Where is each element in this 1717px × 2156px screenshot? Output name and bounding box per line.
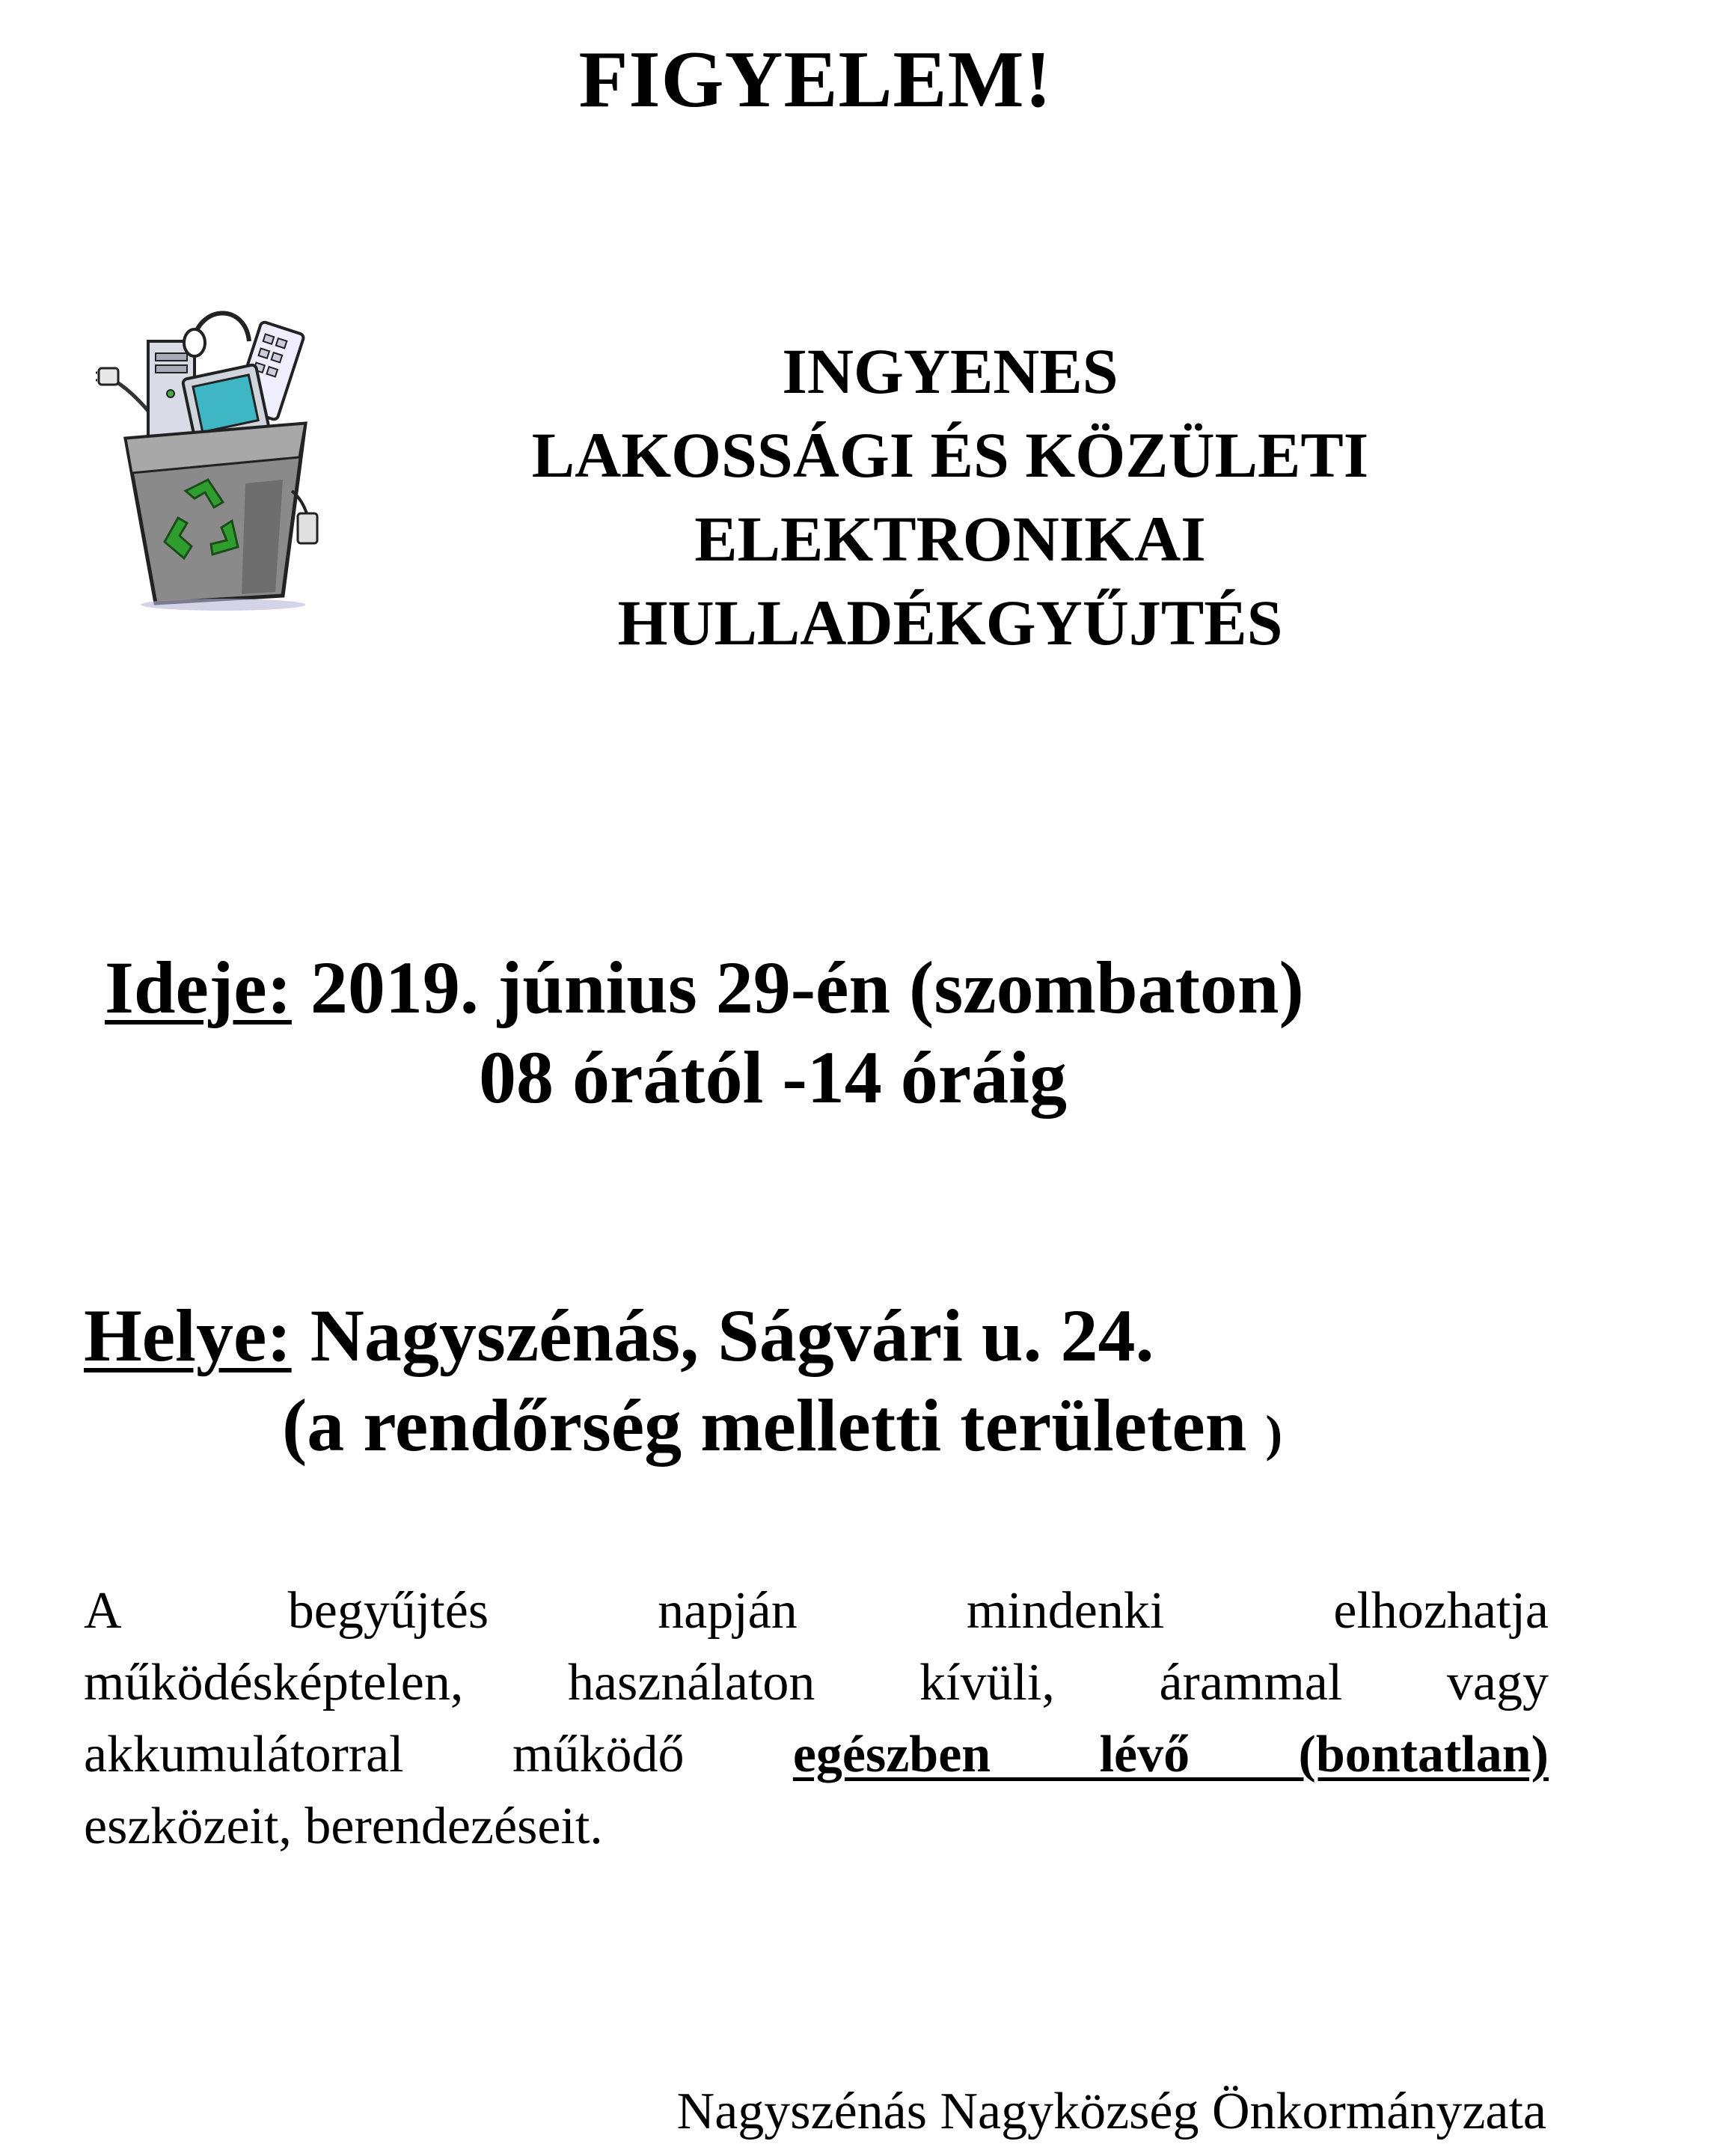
headline-line: ELEKTRONIKAI xyxy=(694,503,1206,575)
body-line xyxy=(84,1719,1549,1791)
headline xyxy=(419,329,1481,665)
place-label: Helye: xyxy=(84,1294,292,1377)
place-section xyxy=(84,1291,1580,1478)
headline-line: INGYENES xyxy=(782,335,1118,407)
signature: Nagyszénás Nagyközség Önkormányzata xyxy=(676,2083,1546,2140)
place-address: Nagyszénás, Ságvári u. 24. xyxy=(291,1294,1154,1377)
emphasis-intact: egészben lévő (bontatlan) xyxy=(792,1726,1549,1783)
time-label: Ideje: xyxy=(105,946,292,1029)
page-title: FIGYELEM! xyxy=(578,35,1053,124)
body-line: eszközeit, berendezéseit. xyxy=(84,1798,603,1855)
headline-line: HULLADÉKGYŰJTÉS xyxy=(617,587,1283,659)
body-text-span: akkumulátorral működő xyxy=(84,1726,793,1783)
time-date: 2019. június 29-én (szombaton) xyxy=(291,946,1304,1029)
place-note: (a rendőrség melletti területen xyxy=(282,1384,1247,1467)
body-line: működésképtelen, használaton kívüli, árammal vagy xyxy=(84,1654,1549,1711)
e-waste-recycling-bin-icon xyxy=(96,296,335,611)
body-line: A begyűjtés napján mindenki elhozhatja xyxy=(84,1582,1549,1640)
body-paragraph xyxy=(84,1575,1549,1863)
time-section xyxy=(105,943,1571,1123)
time-hours: 08 órától -14 óráig xyxy=(479,1036,1067,1119)
headline-line: LAKOSSÁGI ÉS KÖZÜLETI xyxy=(531,419,1369,491)
place-note-close: ) xyxy=(1265,1405,1283,1462)
